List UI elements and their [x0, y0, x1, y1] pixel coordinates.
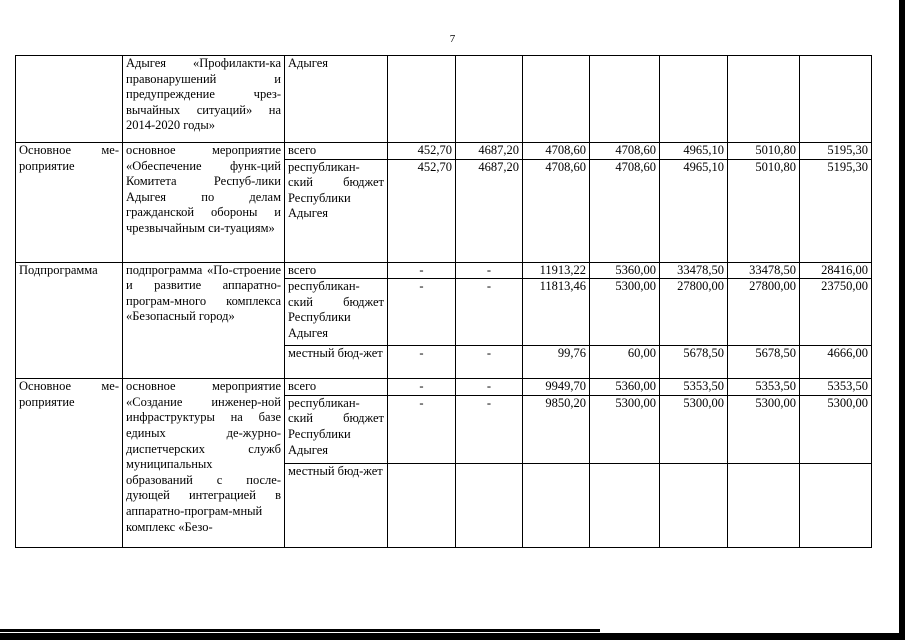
program-name-cell: основное мероприятие «Обеспечение функ-ций Комитета Респуб-лики Адыгея по делам гражданской обороны и чрезвычайным си-туациям»: [123, 143, 285, 263]
value-cell: 5353,50: [660, 379, 728, 396]
value-cell: [456, 463, 523, 547]
source-cell: Адыгея: [285, 56, 388, 143]
value-cell: 5300,00: [728, 395, 800, 463]
value-cell: 27800,00: [728, 279, 800, 346]
value-cell: 5678,50: [660, 346, 728, 379]
value-cell: 4687,20: [456, 159, 523, 262]
table-row: [16, 56, 872, 143]
value-cell: 33478,50: [728, 262, 800, 279]
value-cell: 11813,46: [523, 279, 590, 346]
value-cell: -: [456, 346, 523, 379]
value-cell: 4708,60: [523, 159, 590, 262]
source-cell: всего: [285, 379, 388, 396]
value-cell: 5300,00: [590, 279, 660, 346]
value-cell: -: [456, 395, 523, 463]
scan-edge-bottom: [0, 633, 905, 640]
value-cell: 11913,22: [523, 262, 590, 279]
type-cell: Основное ме-роприятие: [16, 143, 123, 263]
value-cell: 27800,00: [660, 279, 728, 346]
value-cell: 9949,70: [523, 379, 590, 396]
value-cell: 5010,80: [728, 159, 800, 262]
program-name-cell: основное мероприятие «Создание инженер-ной инфраструктуры на базе единых де-журно-диспетчерских служб муниципальных образований с после-дующей интеграцией в аппаратно-програм-мный комплекс «Безо-: [123, 379, 285, 548]
value-cell: 5300,00: [800, 395, 872, 463]
source-cell: всего: [285, 262, 388, 279]
value-cell: -: [456, 379, 523, 396]
value-cell: 5195,30: [800, 159, 872, 262]
value-cell: 4687,20: [456, 143, 523, 160]
source-cell: местный бюд-жет: [285, 463, 388, 547]
program-name-cell: Адыгея «Профилакти-ка правонарушений и предупреждение чрез-вычайных ситуаций» на 2014-2020 годы»: [123, 56, 285, 143]
table-row: [16, 143, 872, 160]
type-cell: Основное ме-роприятие: [16, 379, 123, 548]
value-cell: 5353,50: [800, 379, 872, 396]
value-cell: 5678,50: [728, 346, 800, 379]
value-cell: [388, 463, 456, 547]
value-cell: 452,70: [388, 143, 456, 160]
table-row: [16, 379, 872, 396]
value-cell: 5300,00: [660, 395, 728, 463]
value-cell: 4965,10: [660, 143, 728, 160]
value-cell: 5010,80: [728, 143, 800, 160]
value-cell: 99,76: [523, 346, 590, 379]
value-cell: -: [388, 395, 456, 463]
value-cell: [590, 463, 660, 547]
budget-table: [15, 55, 872, 548]
value-cell: 5360,00: [590, 262, 660, 279]
source-cell: республикан-ский бюджет Республики Адыгея: [285, 279, 388, 346]
value-cell: 4965,10: [660, 159, 728, 262]
scan-edge-bottom-line: [0, 629, 600, 632]
value-cell: [728, 463, 800, 547]
value-cell: 452,70: [388, 159, 456, 262]
value-cell: 5300,00: [590, 395, 660, 463]
value-cell: 4708,60: [590, 159, 660, 262]
value-cell: 4708,60: [590, 143, 660, 160]
value-cell: -: [388, 279, 456, 346]
value-cell: 33478,50: [660, 262, 728, 279]
table-row: [16, 262, 872, 279]
program-name-cell: подпрограмма «По-строение и развитие аппаратно-програм-много комплекса «Безопасный город»: [123, 262, 285, 379]
source-cell: республикан-ский бюджет Республики Адыгея: [285, 159, 388, 262]
value-cell: 23750,00: [800, 279, 872, 346]
value-cell: 28416,00: [800, 262, 872, 279]
value-cell: -: [388, 346, 456, 379]
type-cell: [16, 56, 123, 143]
source-cell: республикан-ский бюджет Республики Адыгея: [285, 395, 388, 463]
value-cell: 5195,30: [800, 143, 872, 160]
value-cell: [523, 463, 590, 547]
source-cell: всего: [285, 143, 388, 160]
value-cell: -: [388, 262, 456, 279]
value-cell: 5353,50: [728, 379, 800, 396]
type-cell: Подпрограмма: [16, 262, 123, 379]
value-cell: 5360,00: [590, 379, 660, 396]
value-cell: 4666,00: [800, 346, 872, 379]
value-cell: -: [388, 379, 456, 396]
value-cell: 9850,20: [523, 395, 590, 463]
value-cell: -: [456, 262, 523, 279]
scan-edge-right: [899, 0, 905, 640]
page-number: 7: [449, 33, 456, 45]
value-cell: -: [456, 279, 523, 346]
value-cell: 60,00: [590, 346, 660, 379]
value-cell: [660, 463, 728, 547]
source-cell: местный бюд-жет: [285, 346, 388, 379]
value-cell: 4708,60: [523, 143, 590, 160]
value-cell: [800, 463, 872, 547]
